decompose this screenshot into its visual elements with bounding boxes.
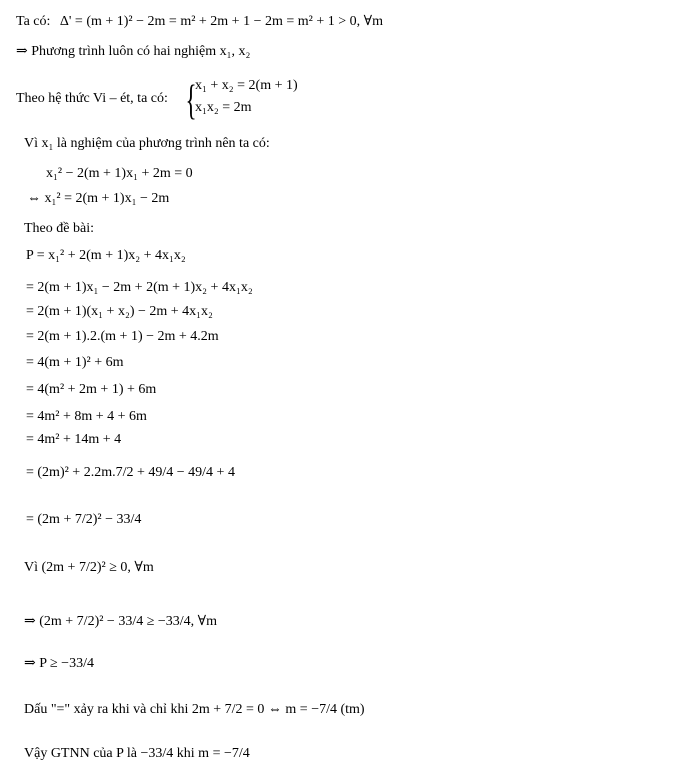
line-step-7: = 4m² + 14m + 4 <box>26 432 122 447</box>
system-brace: { <box>185 78 197 124</box>
line-delta-expr: Δ' = (m + 1)² − 2m = m² + 2m + 1 − 2m = m² + 1 > 0, ∀m <box>59 14 383 29</box>
line-step-9: = (2m + 7/2)² − 33/4 <box>26 512 142 527</box>
line-step-4: = 4(m + 1)² + 6m <box>26 355 124 370</box>
line-equivalent: ⇔ x₁² = 2(m + 1)x₁ − 2m <box>27 191 170 206</box>
line-step-3: = 2(m + 1).2.(m + 1) − 2m + 4.2m <box>26 329 219 344</box>
line-step-1: = 2(m + 1)x₁ − 2m + 2(m + 1)x₂ + 4x₁x₂ <box>26 280 253 295</box>
vieta-product: x₁x₂ = 2m <box>195 100 252 115</box>
line-p-def: P = x₁² + 2(m + 1)x₂ + 4x₁x₂ <box>26 248 186 263</box>
line-theo-de-bai: Theo đề bài: <box>24 221 94 236</box>
line-conclusion: Vậy GTNN của P là −33/4 khi m = −7/4 <box>24 746 250 761</box>
line-p-bound: ⇒ P ≥ −33/4 <box>24 656 94 671</box>
line-inequality: ⇒ (2m + 7/2)² − 33/4 ≥ −33/4, ∀m <box>24 614 218 629</box>
line-step-8: = (2m)² + 2.2m.7/2 + 49/4 − 49/4 + 4 <box>26 465 235 480</box>
line-two-roots: ⇒ Phương trình luôn có hai nghiệm x₁, x₂ <box>16 44 251 59</box>
vieta-sum: x₁ + x₂ = 2(m + 1) <box>195 78 298 93</box>
line-vieta-label: Theo hệ thức Vi – ét, ta có: <box>16 91 168 106</box>
line-x1-root: Vì x₁ là nghiệm của phương trình nên ta có: <box>24 136 270 151</box>
line-step-5: = 4(m² + 2m + 1) + 6m <box>26 382 157 397</box>
line-step-2: = 2(m + 1)(x₁ + x₂) − 2m + 4x₁x₂ <box>26 304 213 319</box>
line-nonneg: Vì (2m + 7/2)² ≥ 0, ∀m <box>24 560 154 575</box>
line-step-6: = 4m² + 8m + 4 + 6m <box>26 409 147 424</box>
line-delta-label: Ta có: <box>16 14 51 29</box>
line-delta <box>16 15 383 29</box>
line-root-equation: x₁² − 2(m + 1)x₁ + 2m = 0 <box>46 166 193 181</box>
line-equality: Dấu "=" xảy ra khi và chỉ khi 2m + 7/2 = 0 ⇔ m = −7/4 (tm) <box>24 702 365 717</box>
